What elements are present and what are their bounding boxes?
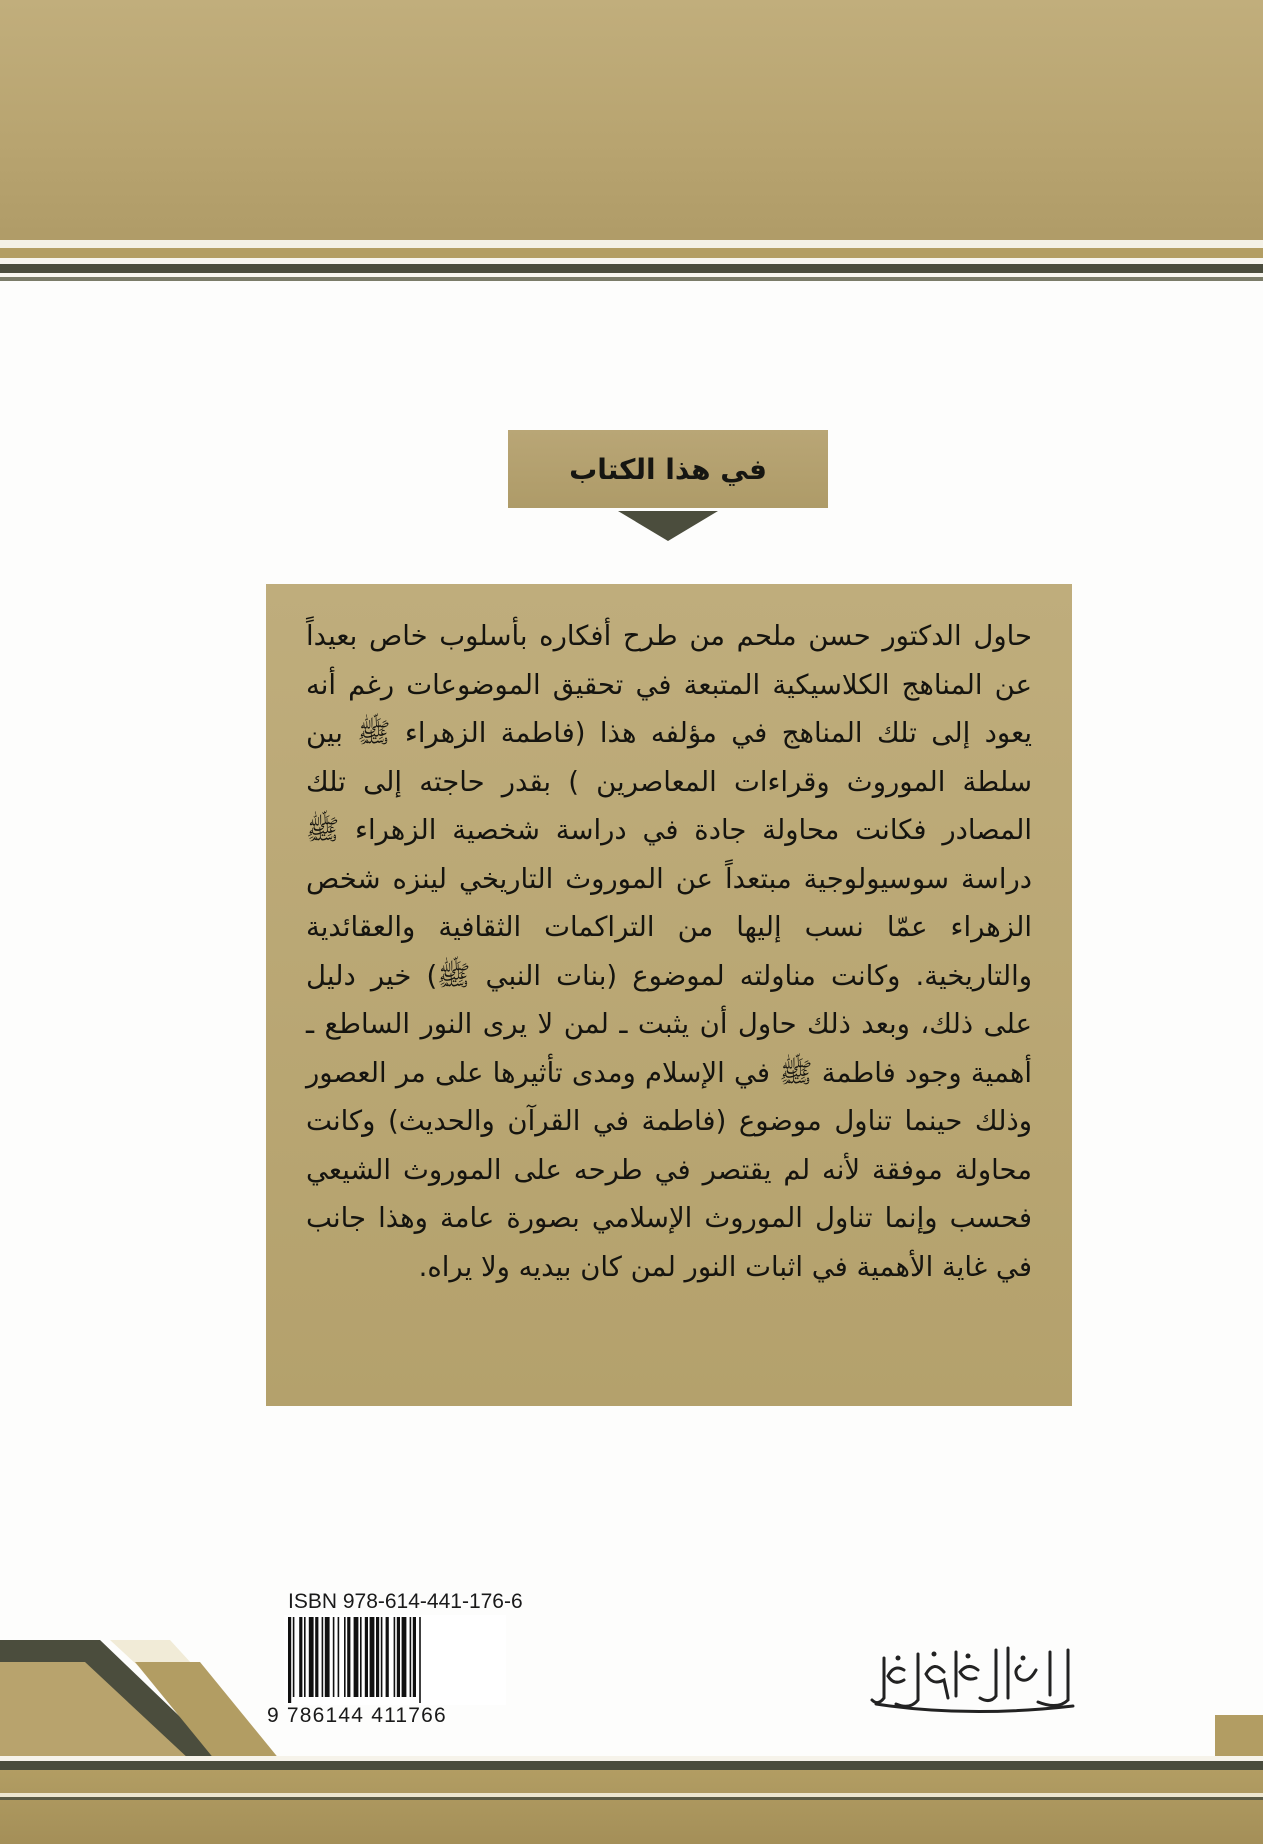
top-stripe-dark [0, 264, 1263, 273]
bottom-gold-band [0, 1770, 1263, 1844]
bottom-stripe-dark [0, 1761, 1263, 1770]
barcode-digits: 9 786144 411766 [267, 1704, 447, 1727]
barcode-image [284, 1615, 506, 1705]
description-box [266, 584, 1072, 1406]
down-arrow-icon [618, 511, 718, 541]
top-gold-band [0, 0, 1263, 258]
top-stripe-gold [0, 248, 1263, 258]
isbn-label: ISBN 978-614-441-176-6 [288, 1590, 523, 1613]
publisher-logo [868, 1640, 1083, 1720]
top-stripe-white [0, 240, 1263, 248]
top-stripe-dark-2 [0, 277, 1263, 281]
description-paragraph: حاول الدكتور حسن ملحم من طرح أفكاره بأسلوب خاص بعيداً عن المناهج الكلاسيكية المتبعة في تحقيق الموضوعات رغم أنه يعود إلى تلك المناهج في مؤلفه هذا (فاطمة الزهراء ﷺ بين سلطة الموروث وقراءات المعاصرين ) بقدر حاجته إلى تلك المصادر فكانت محاولة جادة في دراسة شخصية الزهراء ﷺ دراسة سوسيولوجية مبتعداً عن الموروث التاريخي لينزه شخص الزهراء عمّا نسب إليها من التراكمات الثقافية والعقائدية والتاريخية. وكانت مناولته لموضوع (بنات النبي ﷺ) خير دليل على ذلك، وبعد ذلك حاول أن يثبت ـ لمن لا يرى النور الساطع ـ أهمية وجود فاطمة ﷺ في الإسلام ومدى تأثيرها على مر العصور وذلك حينما تناول موضوع (فاطمة في القرآن والحديث) وكانت محاولة موفقة لأنه لم يقتصر في طرحه على الموروث الشيعي فحسب وإنما تناول الموروث الإسلامي بصورة عامة وهذا جانب في غاية الأهمية في اثبات النور لمن كان بيديه ولا يراه. [306, 620, 1032, 1283]
section-heading-box [508, 430, 828, 508]
bottom-stripe-dark-2 [0, 1797, 1263, 1800]
section-heading: في هذا الكتاب [569, 452, 767, 486]
